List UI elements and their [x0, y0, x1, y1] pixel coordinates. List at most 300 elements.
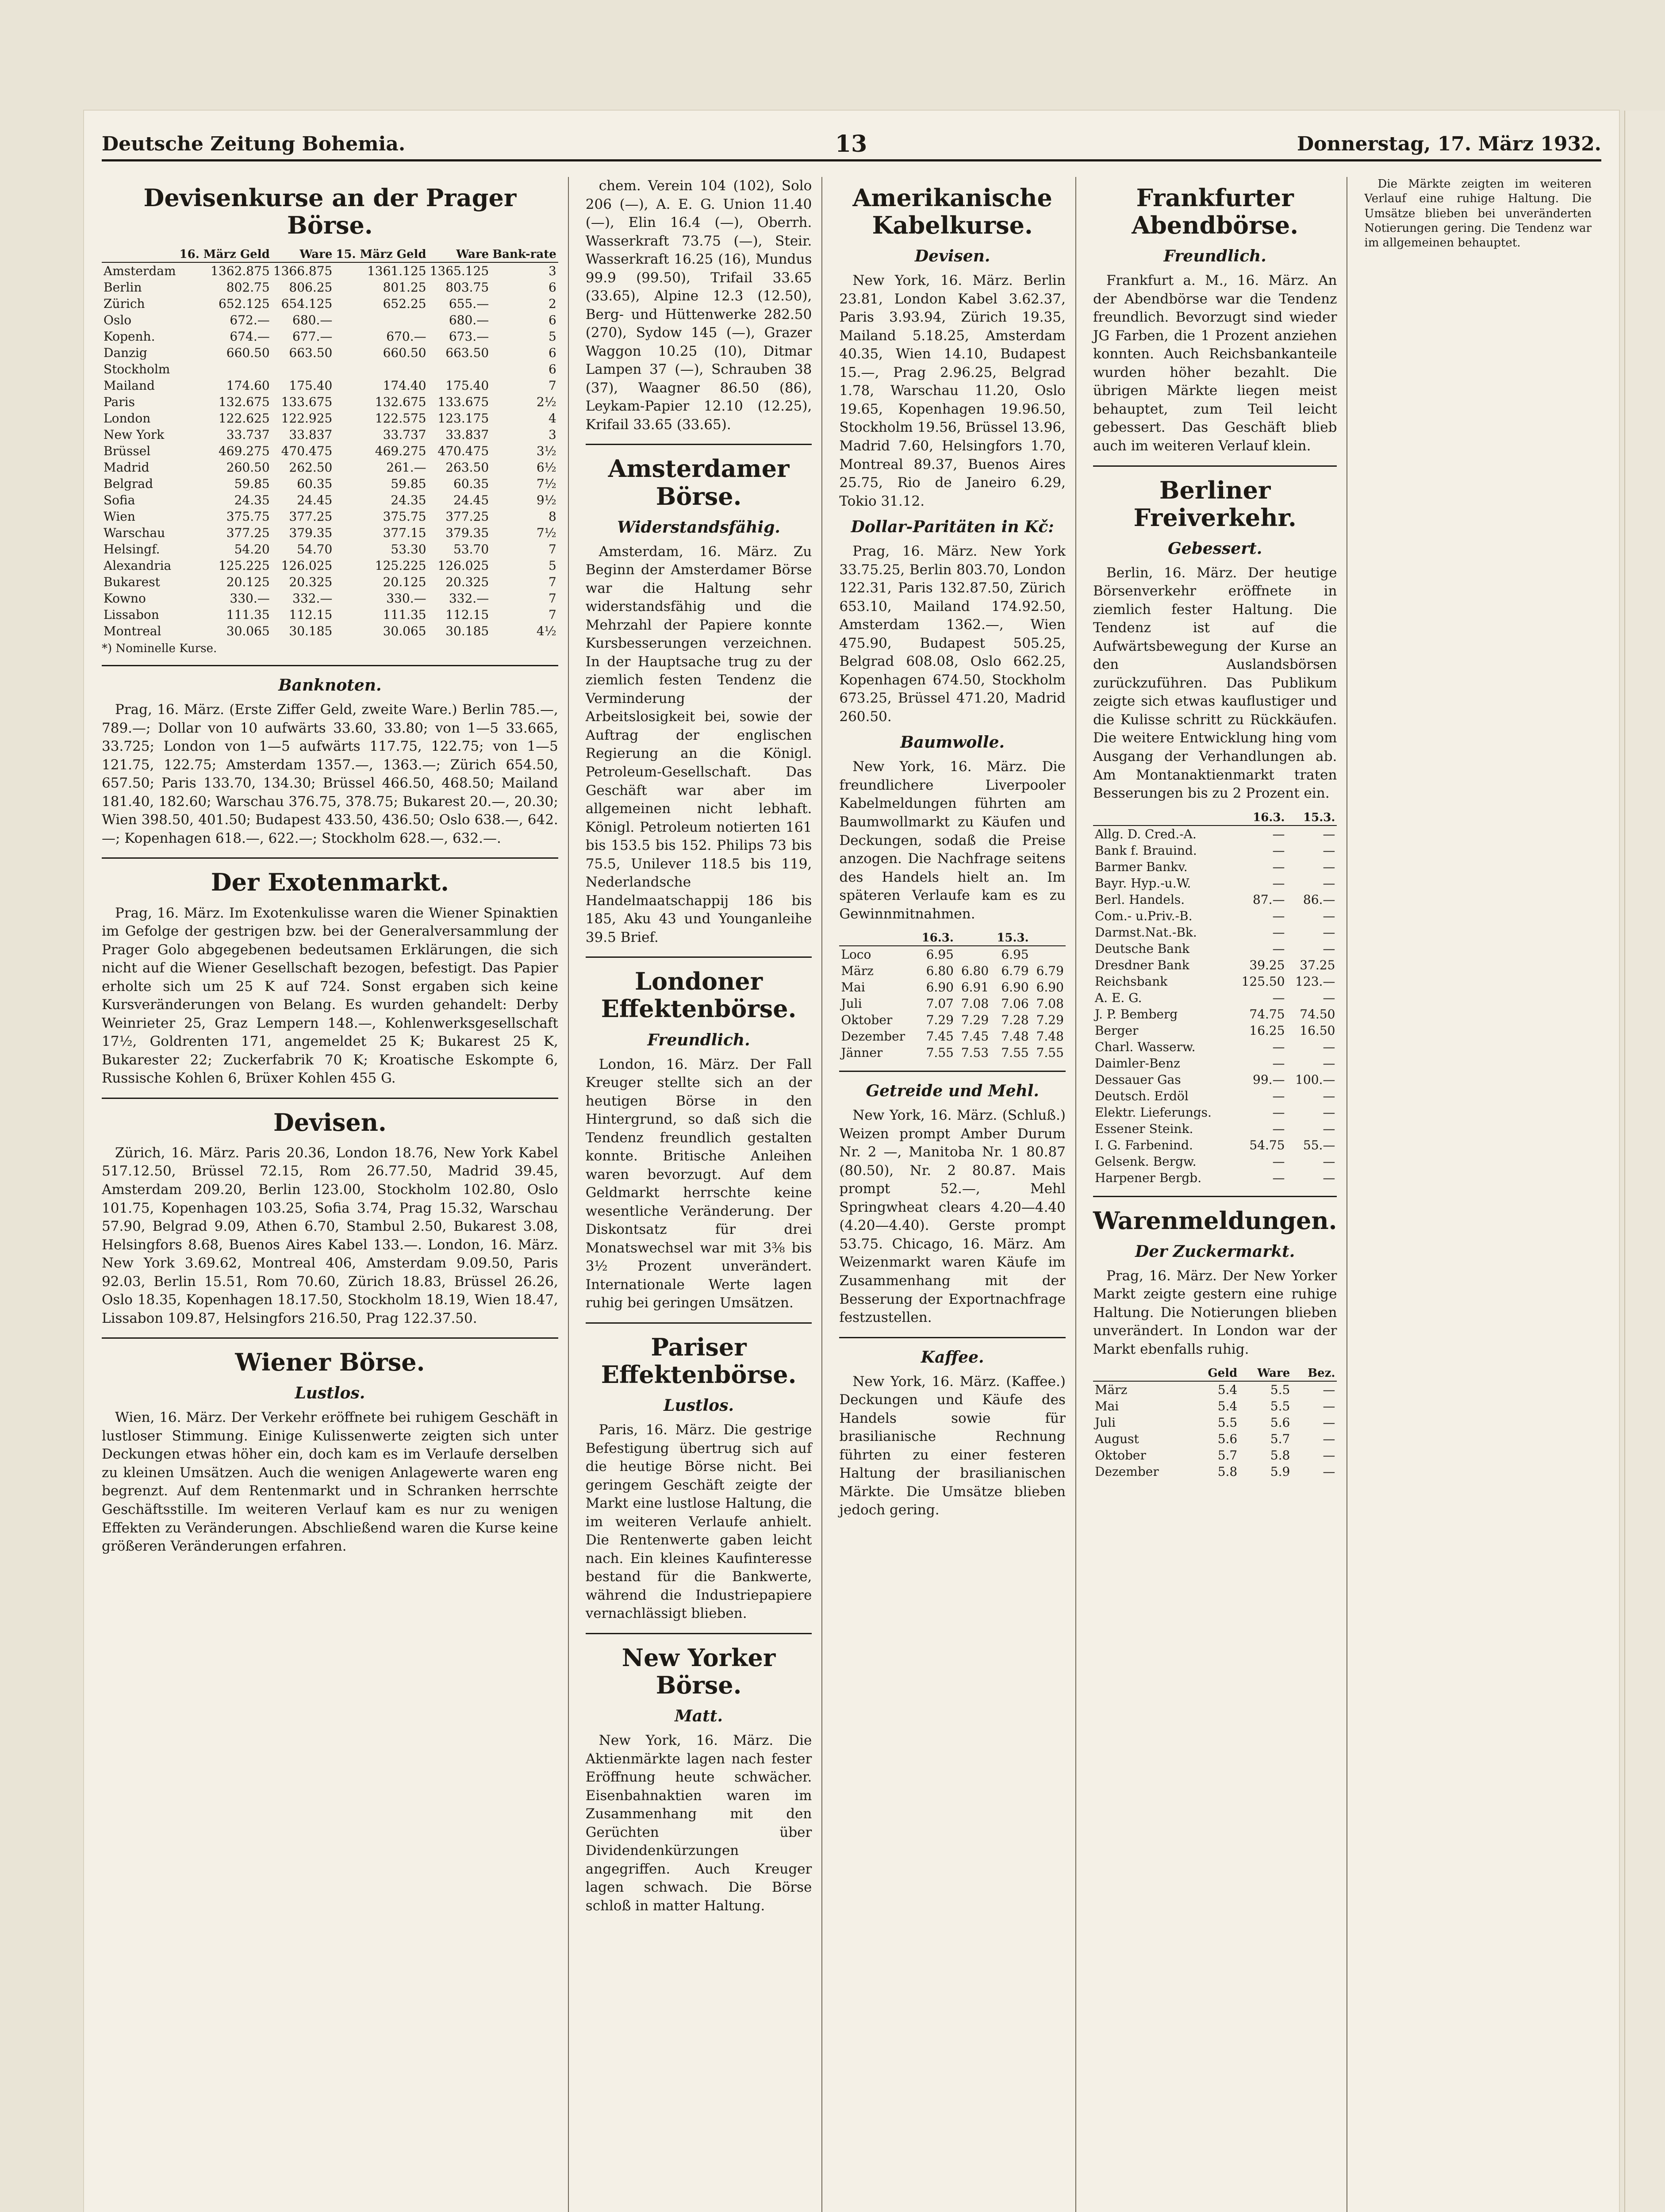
- stock-row: [1093, 1022, 1337, 1039]
- table-cell: 175.40: [289, 378, 333, 393]
- table-cell: 30.185: [289, 624, 333, 639]
- stock-row: [1093, 957, 1337, 973]
- table-cell: 802.75: [226, 280, 270, 295]
- table-cell: 7: [548, 607, 556, 622]
- table-cell: A. E. G.: [1094, 990, 1142, 1005]
- table-cell: 5.4: [1217, 1382, 1238, 1398]
- table-cell: 60.35: [297, 476, 333, 492]
- table-cell: 54.20: [234, 542, 270, 557]
- sugar-table: [1093, 1366, 1337, 1480]
- newspaper-title: Deutsche Zeitung Bohemia.: [102, 132, 406, 155]
- devisen-heading: Devisen.: [273, 1108, 387, 1137]
- table-cell: 3½: [536, 444, 556, 459]
- table-cell: 6½: [536, 460, 556, 475]
- table-header-cell: [1093, 810, 1232, 826]
- table-cell: 260.50: [226, 460, 270, 475]
- table-cell: Gelsenk. Bergw.: [1094, 1154, 1197, 1169]
- stock-row: [1093, 1088, 1337, 1104]
- devisen-row: [102, 508, 558, 525]
- exoten-text: Prag, 16. März. Im Exotenkulisse waren die Wiener Spinaktien im Gefolge der gestrigen bzw. bei der Generalversammlung der Prager Golo abgegebenen bedeutsamen Erklärungen, die sich nicht auf die Wiener Gesellschaft bezogen, befestigt. Das Papier erholte sich um 25 K auf 724. Sonst ergaben sich keine Kursveränderungen von Belang. Es wurden gehandelt: Derby Weinrieter 25, Graz Lempern 148.—, Kohlenwerksgesellschaft 17½, Goldrenten 171, angemeldet 25 K; Bukarest 25 K, Bukarester 22; Zuckerfabrik 70 K; Kroatische Eskompte 6, Russische Kohlen 6, Brüxer Kohlen 455 G.: [102, 905, 558, 1087]
- table-cell: —: [1323, 1448, 1335, 1463]
- table-cell: 7½: [536, 526, 556, 541]
- table-cell: 7.28: [1001, 1013, 1029, 1028]
- amsterdam-subheading: Widerstandsfähig.: [617, 518, 780, 537]
- table-cell: 6.79: [1036, 964, 1064, 979]
- baumwolle-text: New York, 16. März. Die freundlichere Liverpooler Kabelmeldungen führten am Baumwollmarkt zu Käufen und Deckungen, sodaß die Preise anzogen. Die Nachfrage seitens des Handels hielt an. Im späteren Verlaufe kam es zu Gewinnmitnahmen.: [839, 759, 1066, 922]
- table-header-cell: 15.3.: [1287, 810, 1337, 826]
- table-cell: 33.737: [226, 427, 270, 442]
- table-cell: Oktober: [841, 1013, 893, 1028]
- table-cell: 6.95: [926, 947, 954, 962]
- table-cell: Essener Steink.: [1094, 1121, 1193, 1136]
- table-cell: —: [1323, 1056, 1335, 1071]
- divider: [586, 1322, 812, 1324]
- table-cell: März: [1094, 1382, 1128, 1398]
- table-cell: 1361.125: [367, 264, 426, 279]
- table-header-cell: Ware: [272, 247, 334, 262]
- table-cell: Allg. D. Cred.-A.: [1094, 826, 1197, 841]
- pariser-heading: Pariser Effektenbörse.: [601, 1333, 797, 1389]
- table-cell: 20.325: [445, 575, 489, 590]
- table-cell: Bukarest: [104, 575, 160, 590]
- table-cell: —: [1323, 1399, 1335, 1414]
- pariser-subheading: Lustlos.: [664, 1396, 734, 1415]
- table-cell: 74.50: [1300, 1006, 1335, 1022]
- wiener-subheading: Lustlos.: [295, 1384, 365, 1403]
- sugar-row: [1093, 1414, 1337, 1431]
- table-cell: —: [1272, 990, 1285, 1005]
- table-cell: 7.29: [1036, 1013, 1064, 1028]
- stock-row: [1093, 1055, 1337, 1071]
- table-cell: 7.07: [926, 996, 954, 1011]
- table-cell: —: [1323, 1382, 1335, 1398]
- stock-row: [1093, 973, 1337, 990]
- frankfurt-heading: Frankfurter Abendbörse.: [1132, 184, 1299, 240]
- table-cell: 332.—: [292, 591, 333, 606]
- table-cell: 55.—: [1303, 1137, 1335, 1152]
- divider: [586, 1633, 812, 1634]
- table-cell: 5.7: [1217, 1448, 1238, 1463]
- table-cell: 7: [548, 378, 556, 393]
- table-cell: 99.—: [1253, 1072, 1285, 1087]
- table-cell: 379.35: [445, 526, 489, 541]
- table-cell: 7.29: [961, 1013, 989, 1028]
- table-cell: 1362.875: [211, 264, 270, 279]
- table-cell: Dresdner Bank: [1094, 957, 1189, 972]
- getreide-heading: Getreide und Mehl.: [866, 1082, 1039, 1101]
- table-cell: 30.065: [383, 624, 426, 639]
- table-cell: 86.—: [1303, 892, 1335, 907]
- table-cell: 125.225: [375, 558, 426, 573]
- divider: [839, 1071, 1066, 1072]
- table-cell: 6.79: [1001, 964, 1029, 979]
- table-cell: Juli: [841, 996, 862, 1011]
- divider: [102, 1098, 558, 1099]
- amsterdam-text: Amsterdam, 16. März. Zu Beginn der Amsterdamer Börse war die Haltung sehr widerstandsfähig und die Mehrzahl der Papiere konnte Kursbesserungen verzeichnen. In der Hauptsache trug zu der ziemlich festen Tendenz die Verminderung der Arbeitslosigkeit bei, sowie der Auftrag der englischen Regierung an die Königl. Petroleum-Gesellschaft. Das Geschäft war aber im allgemeinen nicht lebhaft. Königl. Petroleum notierten 161 bis 153.5 bis 152. Philips 73 bis 75.5, Unilever 118.5 bis 119, Nederlandsche Handelmaatschappij 186 bis 185, Aku 43 und Younganleihe 39.5 Brief.: [585, 543, 812, 945]
- frankfurt-text: Frankfurt a. M., 16. März. An der Abendbörse war die Tendenz freundlich. Bevorzugt sind wieder JG Farben, die 1 Prozent anziehen konnten. Auch Reichsbankanteile wurden höher bezahlt. Die übrigen Märkte liegen meist behauptet, zum Teil leicht gebessert. Das Geschäft blieb auch im weiteren Verlauf klein.: [1093, 273, 1337, 454]
- table-cell: 652.25: [383, 296, 426, 311]
- table-header-cell: [1093, 1366, 1191, 1381]
- table-cell: —: [1272, 826, 1285, 841]
- table-cell: —: [1272, 925, 1285, 940]
- table-cell: 470.475: [281, 444, 333, 459]
- stock-row: [1093, 859, 1337, 875]
- divider: [1093, 1196, 1337, 1197]
- table-cell: 4½: [536, 624, 556, 639]
- table-cell: Wien: [104, 509, 135, 524]
- stock-row: [1093, 1006, 1337, 1022]
- table-cell: 112.15: [445, 607, 489, 622]
- stock-row: [1093, 1153, 1337, 1170]
- table-cell: Brüssel: [104, 444, 151, 459]
- cotton-row: [839, 979, 1066, 995]
- freiverkehr-heading: Berliner Freiverkehr.: [1133, 476, 1297, 532]
- table-cell: —: [1272, 1154, 1285, 1169]
- table-cell: 133.675: [437, 395, 489, 410]
- table-cell: —: [1272, 1039, 1285, 1054]
- table-cell: Belgrad: [104, 476, 153, 492]
- baumwolle-table: [839, 930, 1066, 1061]
- stock-row: [1093, 990, 1337, 1006]
- table-cell: 24.35: [391, 493, 426, 508]
- table-cell: 7½: [536, 476, 556, 492]
- table-cell: 5.5: [1217, 1415, 1238, 1430]
- exoten-heading: Der Exotenmarkt.: [211, 868, 449, 897]
- table-cell: [1031, 946, 1066, 963]
- divider: [102, 857, 558, 859]
- table-cell: 174.60: [226, 378, 270, 393]
- table-cell: —: [1323, 1105, 1335, 1120]
- stock-row: [1093, 826, 1337, 842]
- kabel-devisen-heading: Devisen.: [914, 247, 990, 266]
- table-cell: 469.275: [218, 444, 270, 459]
- divider: [102, 1337, 558, 1339]
- table-cell: 7: [548, 542, 556, 557]
- table-cell: 30.065: [226, 624, 270, 639]
- table-cell: 122.575: [375, 411, 426, 426]
- devisen-row: [102, 557, 558, 574]
- table-header-cell: 15. März Geld: [334, 247, 428, 262]
- table-cell: Oslo: [104, 313, 132, 328]
- table-cell: 7.08: [961, 996, 989, 1011]
- devisen-row: [102, 590, 558, 607]
- table-cell: 6.90: [1036, 980, 1064, 995]
- column-3: [839, 177, 1076, 2212]
- table-cell: Danzig: [104, 346, 147, 361]
- devisen-row: [102, 312, 558, 328]
- table-cell: 7.55: [926, 1045, 954, 1060]
- devisen-row: [102, 296, 558, 312]
- table-cell: 100.—: [1295, 1072, 1335, 1087]
- table-cell: Loco: [841, 947, 871, 962]
- table-cell: 680.—: [449, 313, 489, 328]
- devisen-row: [102, 459, 558, 476]
- devisen-footnote: *) Nominelle Kurse.: [102, 642, 217, 656]
- table-cell: 5.4: [1217, 1399, 1238, 1414]
- table-cell: New York: [104, 427, 165, 442]
- banknoten-heading: Banknoten.: [278, 676, 382, 695]
- table-cell: Deutsch. Erdöl: [1094, 1088, 1189, 1103]
- table-cell: 125.225: [218, 558, 270, 573]
- table-cell: 9½: [536, 493, 556, 508]
- newyork-heading: New Yorker Börse.: [621, 1643, 776, 1700]
- table-cell: Juli: [1094, 1415, 1116, 1430]
- table-cell: 37.25: [1300, 957, 1335, 972]
- table-cell: 469.275: [375, 444, 426, 459]
- london-subheading: Freundlich.: [647, 1030, 750, 1049]
- table-cell: 663.50: [289, 346, 333, 361]
- table-cell: 133.675: [281, 395, 333, 410]
- table-cell: 20.325: [289, 575, 333, 590]
- table-cell: Mailand: [104, 378, 155, 393]
- table-cell: —: [1272, 941, 1285, 956]
- devisen-row: [102, 426, 558, 443]
- table-cell: 660.50: [226, 346, 270, 361]
- table-header-cell: 16. März Geld: [178, 247, 272, 262]
- newspaper-page: [84, 111, 1619, 2212]
- table-cell: 7.55: [1036, 1045, 1064, 1060]
- table-cell: 16.25: [1249, 1023, 1285, 1038]
- table-cell: März: [841, 964, 874, 979]
- table-cell: 680.—: [292, 313, 333, 328]
- table-cell: —: [1323, 1039, 1335, 1054]
- table-cell: Charl. Wasserw.: [1094, 1039, 1196, 1054]
- table-cell: 660.50: [383, 346, 426, 361]
- table-cell: 332.—: [449, 591, 489, 606]
- table-header-cell: 16.3.: [1232, 810, 1287, 826]
- table-cell: 6.95: [1001, 947, 1029, 962]
- table-cell: —: [1272, 859, 1285, 874]
- devisen-row: [102, 262, 558, 279]
- zuckermarkt-text: Prag, 16. März. Der New Yorker Markt zeigte gestern eine ruhige Haltung. Die Notierungen blieben unverändert. In London war der Markt ebenfalls ruhig.: [1093, 1267, 1337, 1357]
- dollar-paritaeten-text: Prag, 16. März. New York 33.75.25, Berlin 803.70, London 122.31, Paris 132.87.50, Zürich 653.10, Mailand 174.92.50, Amsterdam 1362.—, Wien 475.90, Budapest 505.25, Belgrad 608.08, Oslo 662.25, Kopenhagen 674.50, Stockholm 673.25, Brüssel 471.20, Madrid 260.50.: [839, 543, 1066, 725]
- table-header-cell: [839, 930, 915, 946]
- table-cell: 111.35: [383, 607, 426, 622]
- issue-date: Donnerstag, 17. März 1932.: [1297, 132, 1601, 155]
- table-cell: 123.175: [437, 411, 489, 426]
- table-cell: 5.5: [1270, 1382, 1290, 1398]
- devisen-row: [102, 279, 558, 296]
- table-cell: Alexandria: [104, 558, 172, 573]
- stock-row: [1093, 1071, 1337, 1088]
- table-cell: 6: [548, 280, 556, 295]
- table-cell: Dezember: [841, 1029, 905, 1044]
- table-cell: Bayr. Hyp.-u.W.: [1094, 876, 1191, 891]
- table-cell: 7.48: [1036, 1029, 1064, 1044]
- table-cell: Madrid: [104, 460, 150, 475]
- table-cell: Mai: [841, 980, 865, 995]
- table-cell: [955, 946, 990, 963]
- sugar-row: [1093, 1431, 1337, 1447]
- table-cell: —: [1323, 1121, 1335, 1136]
- table-cell: London: [104, 411, 151, 426]
- table-cell: Dessauer Gas: [1094, 1072, 1181, 1087]
- cotton-row: [839, 995, 1066, 1012]
- newyork-subheading: Matt.: [675, 1707, 723, 1726]
- table-cell: —: [1272, 876, 1285, 891]
- table-cell: 20.125: [383, 575, 426, 590]
- column-2: [586, 177, 823, 2212]
- table-cell: Sofia: [104, 493, 135, 508]
- table-cell: 6.80: [926, 964, 954, 979]
- table-cell: Kopenh.: [104, 329, 155, 344]
- table-cell: 174.40: [383, 378, 426, 393]
- table-cell: 6.91: [961, 980, 989, 995]
- divider: [586, 956, 812, 958]
- table-cell: Berger: [1094, 1023, 1139, 1038]
- table-cell: 1365.125: [430, 264, 489, 279]
- table-cell: 123.—: [1295, 974, 1335, 989]
- table-cell: 330.—: [230, 591, 270, 606]
- table-cell: 6: [548, 313, 556, 328]
- table-cell: Bank f. Brauind.: [1094, 843, 1197, 858]
- table-cell: 7.48: [1001, 1029, 1029, 1044]
- table-cell: —: [1323, 826, 1335, 841]
- devisen-row: [102, 541, 558, 557]
- table-cell: 330.—: [386, 591, 426, 606]
- table-cell: Warschau: [104, 526, 165, 541]
- table-cell: 377.25: [445, 509, 489, 524]
- banknoten-text: Prag, 16. März. (Erste Ziffer Geld, zweite Ware.) Berlin 785.—, 789.—; Dollar von 10 aufwärts 33.60, 33.80; von 1—5 33.665, 33.725; London von 1—5 aufwärts 117.75, 122.75; von 1—5 121.75, 122.75; Amsterdam 1357.—, 1363.—; Zürich 654.50, 657.50; Paris 133.70, 134.30; Brüssel 466.50, 468.50; Mailand 181.40, 182.60; Warschau 376.75, 378.75; Bukarest 20.—, 20.30; Wien 398.50, 401.50; Budapest 433.50, 436.50; Oslo 638.—, 642.—; Kopenhagen 618.—, 622.—; Stockholm 628.—, 632.—.: [102, 702, 558, 846]
- column-5: [1364, 177, 1601, 2212]
- table-cell: 6: [548, 346, 556, 361]
- table-cell: 7: [548, 591, 556, 606]
- getreide-text: New York, 16. März. (Schluß.) Weizen prompt Amber Durum Nr. 2 —, Manitoba Nr. 1 80.87 (80.50), Nr. 2 80.87. Mais prompt 52.—, Mehl Springwheat clears 4.20—4.40 (4.20—4.40). Gerste prompt 53.75. Chicago, 16. März. Am Weizenmarkt waren Käufe im Zusammenhang mit der Besserung der Exportnachfrage festzustellen.: [839, 1107, 1066, 1326]
- kabelkurse-heading: Amerikanische Kabelkurse.: [852, 184, 1052, 240]
- table-cell: 377.25: [289, 509, 333, 524]
- table-cell: —: [1323, 925, 1335, 940]
- table-cell: 7.29: [926, 1013, 954, 1028]
- table-cell: Elektr. Lieferungs.: [1094, 1105, 1212, 1120]
- cotton-row: [839, 1028, 1066, 1045]
- table-cell: 6: [548, 362, 556, 377]
- divider: [1093, 465, 1337, 467]
- table-cell: 261.—: [386, 460, 426, 475]
- devisen-row: [102, 607, 558, 623]
- table-cell: 30.185: [445, 624, 489, 639]
- table-cell: 1366.875: [273, 264, 333, 279]
- table-header-cell: [1031, 930, 1066, 946]
- table-cell: 111.35: [226, 607, 270, 622]
- table-cell: 6.90: [1001, 980, 1029, 995]
- table-cell: —: [1323, 941, 1335, 956]
- table-cell: Helsingf.: [104, 542, 160, 557]
- table-cell: 5.7: [1270, 1432, 1290, 1447]
- devisen-table: [102, 247, 558, 639]
- table-cell: 7.45: [926, 1029, 954, 1044]
- stocks-table: [1093, 810, 1337, 1186]
- table-cell: 122.925: [281, 411, 333, 426]
- table-cell: Montreal: [104, 624, 161, 639]
- table-cell: 16.50: [1300, 1023, 1335, 1038]
- column-4: [1093, 177, 1347, 2212]
- table-cell: 7.45: [961, 1029, 989, 1044]
- table-cell: —: [1323, 1464, 1335, 1479]
- table-cell: 7.06: [1001, 996, 1029, 1011]
- cotton-row: [839, 963, 1066, 979]
- cotton-row: [839, 946, 1066, 963]
- table-cell: 7: [548, 575, 556, 590]
- table-cell: [272, 361, 334, 377]
- sugar-row: [1093, 1381, 1337, 1398]
- table-cell: —: [1323, 1432, 1335, 1447]
- table-cell: Berlin: [104, 280, 142, 295]
- table-cell: 262.50: [289, 460, 333, 475]
- sugar-row: [1093, 1447, 1337, 1463]
- table-cell: 54.70: [297, 542, 333, 557]
- wien-continued-text: chem. Verein 104 (102), Solo 206 (—), A. E. G. Union 11.40 (—), Elin 16.4 (—), Oberrh. Wasserkraft 73.75 (—), Steir. Wasserkraft 16.25 (16), Mundus 99.9 (99.50), Trifail 33.65 (33.65), Alpine 12.3 (12.50), Berg- und Hüttenwerke 282.50 (270), Sydow 145 (—), Grazer Waggon 10.25 (10), Ditmar Lampen 37 (—), Schrauben 38 (37), Waagner 86.50 (86), Leykam-Papier 12.10 (12.25), Krifail 33.65 (33.65).: [585, 178, 812, 433]
- stock-row: [1093, 1104, 1337, 1121]
- table-cell: —: [1323, 1154, 1335, 1169]
- table-cell: 8: [548, 509, 556, 524]
- table-cell: Barmer Bankv.: [1094, 859, 1188, 874]
- newyork-text: New York, 16. März. Die Aktienmärkte lagen nach fester Eröffnung heute schwächer. Eisenbahnaktien waren im Zusammenhang mit den Gerüchten über Dividendenkürzungen angegriffen. Auch Kreuger lagen schwach. Die Börse schloß in matter Haltung.: [585, 1732, 812, 1914]
- table-cell: 2: [548, 296, 556, 311]
- table-cell: 6.80: [961, 964, 989, 979]
- table-cell: 59.85: [234, 476, 270, 492]
- table-cell: —: [1272, 1088, 1285, 1103]
- table-cell: 2½: [536, 395, 556, 410]
- table-cell: —: [1323, 990, 1335, 1005]
- devisenkurse-heading: Devisenkurse an der Prager Börse.: [143, 184, 517, 240]
- sugar-row: [1093, 1463, 1337, 1480]
- table-cell: 5.8: [1270, 1448, 1290, 1463]
- table-cell: 6.90: [926, 980, 954, 995]
- table-cell: 677.—: [292, 329, 333, 344]
- divider: [839, 1337, 1066, 1338]
- table-cell: 5: [548, 558, 556, 573]
- stock-row: [1093, 908, 1337, 924]
- table-cell: 654.125: [281, 296, 333, 311]
- table-cell: 655.—: [449, 296, 489, 311]
- table-cell: 803.75: [445, 280, 489, 295]
- table-cell: 7.08: [1036, 996, 1064, 1011]
- amsterdam-heading: Amsterdamer Börse.: [608, 454, 790, 511]
- pariser-text: Paris, 16. März. Die gestrige Befestigung übertrug sich auf die heutige Börse nicht. Bei geringem Geschäft zeigte der Markt eine lustlose Haltung, die im weiteren Verlaufe anhielt. Die Rentenwerte gaben leicht nach. Ein kleines Kaufinteresse bestand für die Bankwerte, während die Industriepapiere vernachlässigt blieben.: [585, 1422, 812, 1622]
- stock-row: [1093, 1170, 1337, 1186]
- table-cell: —: [1323, 1088, 1335, 1103]
- table-cell: Oktober: [1094, 1448, 1146, 1463]
- table-cell: —: [1323, 1170, 1335, 1185]
- table-cell: 3: [548, 264, 556, 279]
- table-cell: Darmst.Nat.-Bk.: [1094, 925, 1197, 940]
- table-cell: 24.45: [453, 493, 489, 508]
- table-cell: 39.25: [1249, 957, 1285, 972]
- table-cell: 375.75: [383, 509, 426, 524]
- table-header-cell: Ware: [1239, 1366, 1292, 1381]
- table-cell: 806.25: [289, 280, 333, 295]
- table-cell: —: [1272, 1121, 1285, 1136]
- table-cell: Amsterdam: [104, 264, 176, 279]
- table-cell: 175.40: [445, 378, 489, 393]
- table-cell: 674.—: [230, 329, 270, 344]
- freiverkehr-subheading: Gebessert.: [1168, 539, 1262, 558]
- devisen-row: [102, 492, 558, 508]
- sugar-row: [1093, 1398, 1337, 1414]
- devisen-row: [102, 328, 558, 345]
- table-cell: 5.5: [1270, 1399, 1290, 1414]
- table-cell: —: [1272, 1056, 1285, 1071]
- table-cell: 33.737: [383, 427, 426, 442]
- table-cell: —: [1272, 908, 1285, 923]
- table-cell: —: [1323, 908, 1335, 923]
- table-cell: 20.125: [226, 575, 270, 590]
- table-cell: 5.6: [1270, 1415, 1290, 1430]
- table-cell: 5.6: [1217, 1432, 1238, 1447]
- table-cell: Lissabon: [104, 607, 159, 622]
- table-cell: 379.35: [289, 526, 333, 541]
- devisen-row: [102, 361, 558, 377]
